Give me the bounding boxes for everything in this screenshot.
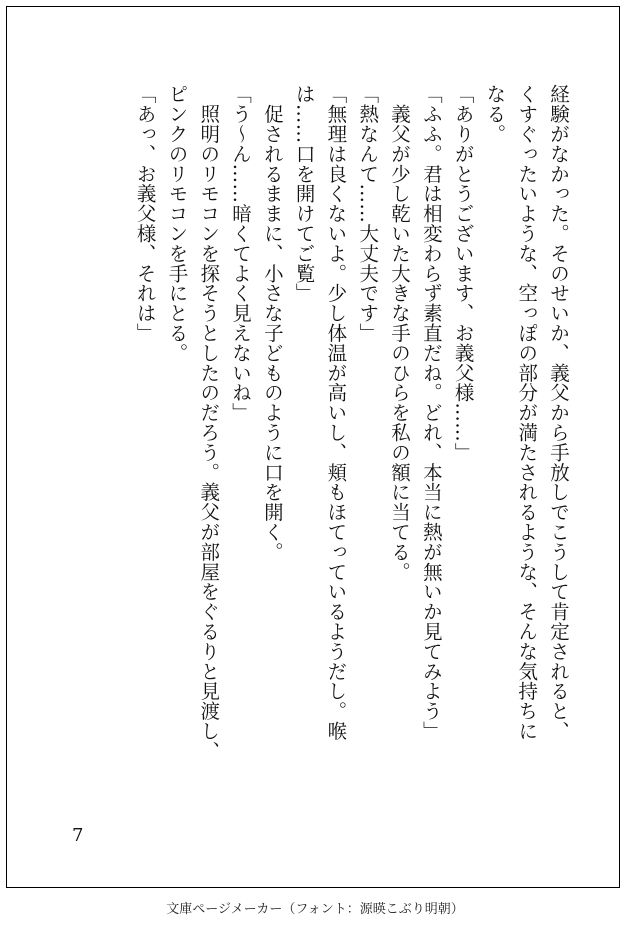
text-line: 照明のリモコンを探そうとしたのだろう。義父が部屋をぐるりと見渡し、 (197, 84, 221, 761)
text-line: 「う〜ん……暗くてよく見えないね」 (229, 84, 253, 423)
text-line: 「熱なんて……大丈夫です」 (356, 84, 380, 343)
text-line: 義父が少し乾いた大きな手のひらを私の額に当てる。 (388, 84, 412, 582)
text-line: 「ありがとうございます、お義父様……」 (451, 84, 475, 463)
text-line: は……口を開けてご覧」 (292, 84, 316, 303)
footer-credit: 文庫ページメーカー（フォント：源暎こぶり明朝） (166, 902, 464, 917)
text-line: 「無理は良くないよ。少し体温が高いし、頬もほてっているようだし。喉 (324, 84, 348, 741)
text-line: 「ふふ。君は相変わらず素直だね。どれ、本当に熱が無いか見てみよう」 (419, 84, 443, 741)
text-line: 「あっ、お義父様、それは」 (133, 84, 157, 343)
text-line: ピンクのリモコンを手にとる。 (165, 84, 189, 363)
page-number: 7 (72, 825, 84, 846)
text-line: 促されるままに、小さな子どものように口を開く。 (260, 84, 284, 562)
text-line: 経験がなかった。そのせいか、義父から手放しでこうして肯定されると、 (547, 84, 570, 741)
text-line: くすぐったいような、空っぽの部分が満たされるような、そんな気持ちに (515, 84, 539, 741)
text-line: なる。 (483, 84, 507, 144)
body-text (129, 84, 574, 828)
